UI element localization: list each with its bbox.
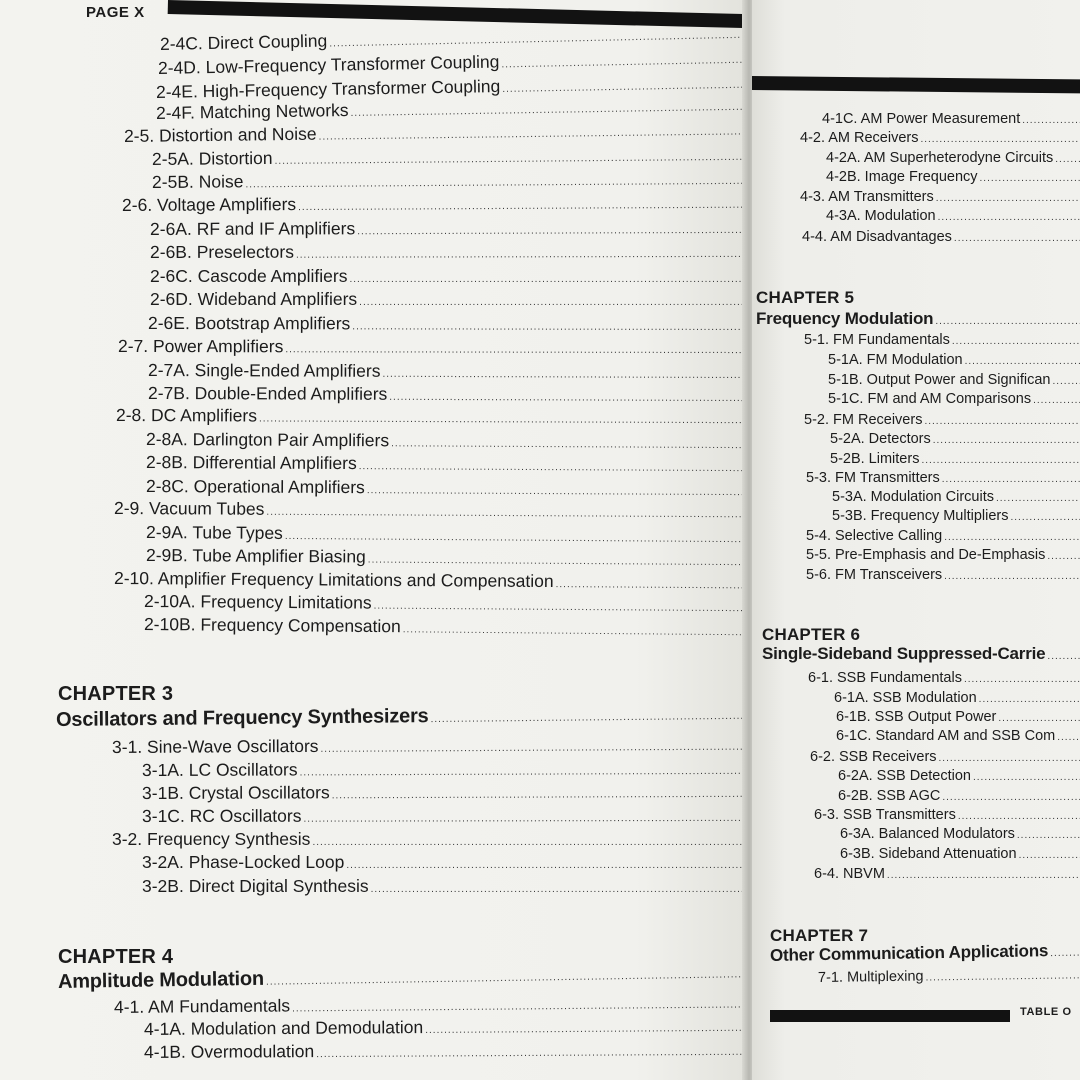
toc-entry	[142, 781, 748, 803]
toc-entry	[142, 852, 748, 872]
leader-dots	[952, 333, 1080, 351]
toc-entry-label: 4-2A. AM Superheterodyne Circuits	[826, 150, 1054, 166]
leader-dots	[266, 503, 745, 526]
toc-entry-label: 2-6A. RF and IF Amplifiers	[149, 218, 356, 239]
toc-entry-label: 6-1C. Standard AM and SSB Com	[836, 728, 1056, 744]
leader-dots	[320, 738, 748, 760]
toc-entry-label: 2-5A. Distortion	[151, 147, 273, 169]
toc-entry	[116, 405, 745, 427]
toc-entry-label: 3-2. Frequency Synthesis	[112, 829, 311, 849]
leader-dots	[349, 270, 745, 290]
toc-entry	[150, 289, 745, 309]
toc-entry-label: 5-2B. Limiters	[830, 451, 920, 467]
toc-entry	[822, 110, 1080, 128]
toc-entry	[152, 144, 745, 169]
toc-entry-label: 6-2B. SSB AGC	[838, 788, 941, 804]
toc-entry-label: 2-5B. Noise	[151, 171, 244, 192]
toc-entry	[114, 991, 748, 1017]
toc-entry-label: 2-10. Amplifier Frequency Limitations and Compensation	[113, 568, 554, 592]
leader-dots	[998, 710, 1080, 728]
toc-entry-label: 2-9B. Tube Amplifier Biasing	[145, 545, 366, 567]
leader-dots	[980, 170, 1080, 188]
toc-entry-label: 2-7A. Single-Ended Amplifiers	[147, 360, 381, 381]
chapter-heading: CHAPTER 6	[762, 625, 861, 644]
toc-entry	[112, 734, 748, 757]
toc-entry-label: 5-4. Selective Calling	[806, 528, 943, 544]
toc-entry	[146, 429, 745, 452]
toc-entry	[122, 192, 745, 215]
leader-dots	[939, 750, 1080, 768]
toc-entry	[144, 614, 748, 639]
toc-entry-label: Single-Sideband Suppressed-Carrie	[762, 644, 1046, 663]
leader-dots	[425, 1019, 748, 1041]
toc-entry	[814, 806, 1080, 824]
toc-entry	[840, 825, 1080, 843]
toc-entry-label: 4-1. AM Fundamentals	[113, 995, 291, 1017]
toc-entry	[800, 129, 1080, 147]
toc-entry	[144, 591, 748, 615]
toc-entry	[836, 727, 1080, 745]
leader-dots	[298, 196, 745, 218]
toc-entry-label: 2-8C. Operational Amplifiers	[145, 476, 365, 498]
leader-dots	[357, 221, 745, 242]
toc-entry-label: 2-7. Power Amplifiers	[117, 336, 284, 357]
chapter-title	[762, 645, 1080, 663]
leader-dots	[430, 707, 748, 730]
right-page	[752, 0, 1080, 1080]
chapter-heading: CHAPTER 7	[770, 926, 869, 945]
toc-entry-label: 2-6C. Cascode Amplifiers	[150, 266, 348, 286]
leader-dots	[1019, 847, 1080, 865]
toc-entry	[118, 336, 745, 357]
toc-entry-label: 3-1. Sine-Wave Oscillators	[111, 735, 319, 757]
toc-entry	[838, 787, 1080, 805]
leader-dots	[936, 190, 1080, 208]
toc-entry	[144, 1015, 748, 1039]
toc-entry	[800, 188, 1080, 206]
leader-dots	[944, 529, 1080, 547]
leader-dots	[352, 317, 745, 338]
toc-entry-label: 6-3B. Sideband Attenuation	[840, 846, 1017, 862]
toc-entry-label: 6-3A. Balanced Modulators	[840, 826, 1015, 842]
toc-entry-label: 2-8B. Differential Amplifiers	[145, 452, 357, 474]
toc-entry	[112, 829, 748, 849]
toc-entry-label: 5-1C. FM and AM Comparisons	[828, 391, 1032, 407]
toc-entry-label: 5-2A. Detectors	[830, 431, 931, 447]
leader-dots	[1047, 648, 1080, 666]
leader-dots	[285, 340, 745, 361]
leader-dots	[1047, 548, 1080, 566]
toc-entry	[832, 488, 1080, 506]
toc-entry-label: 6-1. SSB Fundamentals	[808, 670, 962, 686]
leader-dots	[933, 432, 1080, 450]
leader-dots	[944, 568, 1080, 586]
leader-dots	[887, 867, 1080, 885]
toc-entry	[808, 669, 1080, 687]
toc-entry-label: 6-1A. SSB Modulation	[834, 690, 977, 706]
chapter-heading: CHAPTER 3	[58, 683, 174, 705]
leader-dots	[965, 353, 1080, 371]
leader-dots	[935, 313, 1080, 331]
chapter-heading: CHAPTER 4	[58, 946, 174, 968]
toc-entry-label: 3-1C. RC Oscillators	[141, 805, 302, 826]
leader-dots	[1050, 945, 1080, 964]
toc-entry-label: 2-4C. Direct Coupling	[159, 30, 328, 54]
toc-entry-label: 4-1B. Overmodulation	[143, 1041, 315, 1062]
toc-entry-label: 2-9A. Tube Types	[145, 522, 283, 543]
leader-dots	[259, 409, 745, 431]
toc-entry	[804, 411, 1080, 429]
toc-entry	[150, 241, 745, 262]
toc-entry-label: Amplitude Modulation	[57, 967, 265, 993]
toc-entry	[828, 351, 1080, 369]
toc-entry-label: 3-2A. Phase-Locked Loop	[142, 852, 345, 872]
toc-entry	[146, 522, 745, 546]
toc-entry	[146, 476, 745, 499]
toc-entry-label: 2-4F. Matching Networks	[155, 99, 349, 123]
leader-dots	[924, 413, 1080, 431]
toc-entry-label: 4-1C. AM Power Measurement	[822, 111, 1021, 127]
leader-dots	[938, 209, 1080, 227]
leader-dots	[1017, 827, 1080, 845]
leader-dots	[1022, 112, 1080, 130]
toc-entry-label: 3-1A. LC Oscillators	[141, 759, 298, 780]
page-header: PAGE X	[86, 4, 145, 21]
toc-entry	[142, 758, 748, 780]
leader-dots	[382, 365, 745, 386]
toc-entry-label: 2-4E. High-Frequency Transformer Coupling	[155, 75, 501, 102]
toc-entry-label: 2-5. Distortion and Noise	[123, 123, 317, 146]
toc-entry-label: 2-6D. Wideband Amplifiers	[150, 289, 358, 309]
toc-entry-label: 2-7B. Double-Ended Amplifiers	[147, 383, 388, 404]
chapter-title	[756, 310, 1080, 328]
toc-entry	[142, 876, 748, 896]
toc-entry-label: 2-6. Voltage Amplifiers	[121, 194, 297, 215]
toc-entry-label: 4-3. AM Transmitters	[800, 189, 934, 205]
toc-entry	[146, 452, 745, 475]
leader-dots	[1033, 392, 1080, 410]
toc-entry-label: 6-4. NBVM	[814, 866, 885, 882]
toc-entry-label: 4-2. AM Receivers	[800, 130, 919, 146]
toc-entry-label: 3-1B. Crystal Oscillators	[141, 782, 330, 803]
toc-entry-label: 3-2B. Direct Digital Synthesis	[142, 876, 369, 896]
leader-dots	[979, 691, 1080, 709]
toc-entry	[806, 566, 1080, 584]
toc-entry-label: 5-5. Pre-Emphasis and De-Emphasis	[806, 547, 1046, 563]
leader-dots	[296, 245, 745, 266]
toc-entry	[144, 1039, 748, 1062]
leader-dots	[925, 967, 1080, 987]
toc-entry-label: 2-6E. Bootstrap Amplifiers	[147, 313, 351, 334]
footer-label: TABLE O	[1020, 1006, 1072, 1018]
leader-dots	[403, 620, 748, 643]
toc-entry	[818, 965, 1080, 987]
header-rule	[752, 76, 1080, 94]
toc-entry	[152, 168, 745, 192]
toc-entry	[836, 708, 1080, 726]
toc-entry-label: 2-8A. Darlington Pair Amplifiers	[145, 429, 390, 451]
toc-entry	[826, 207, 1080, 225]
leader-dots	[303, 809, 748, 830]
toc-entry	[840, 845, 1080, 863]
leader-dots	[973, 769, 1080, 787]
toc-entry	[806, 546, 1080, 564]
leader-dots	[954, 230, 1080, 248]
leader-dots	[371, 880, 748, 900]
toc-entry-label: Oscillators and Frequency Synthesizers	[55, 705, 429, 731]
toc-entry	[148, 313, 745, 334]
toc-entry-label: 7-1. Multiplexing	[817, 968, 924, 986]
toc-entry-label: 2-4D. Low-Frequency Transformer Coupling	[157, 51, 500, 78]
toc-entry	[146, 545, 745, 569]
toc-entry	[832, 507, 1080, 525]
toc-entry	[828, 390, 1080, 408]
footer-rule	[770, 1010, 1010, 1022]
toc-entry	[142, 805, 748, 826]
toc-entry-label: 4-2B. Image Frequency	[826, 169, 978, 185]
leader-dots	[312, 833, 748, 853]
chapter-title	[56, 703, 748, 730]
leader-dots	[1052, 373, 1080, 391]
leader-dots	[921, 452, 1080, 470]
toc-entry	[114, 498, 745, 521]
toc-entry	[826, 149, 1080, 167]
toc-entry	[838, 767, 1080, 785]
leader-dots	[316, 1043, 748, 1065]
toc-entry-label: 5-1B. Output Power and Significan	[828, 372, 1051, 388]
chapter-heading: CHAPTER 5	[756, 288, 855, 307]
toc-entry	[804, 331, 1080, 349]
toc-entry	[830, 430, 1080, 448]
toc-entry-label: 6-1B. SSB Output Power	[836, 709, 997, 725]
leader-dots	[346, 856, 748, 876]
toc-entry	[826, 168, 1080, 186]
toc-entry-label: 2-8. DC Amplifiers	[115, 405, 258, 426]
leader-dots	[332, 785, 748, 806]
toc-entry	[814, 865, 1080, 883]
toc-entry	[828, 371, 1080, 389]
toc-entry-label: 5-1. FM Fundamentals	[804, 332, 950, 348]
toc-entry-label: 6-2A. SSB Detection	[838, 768, 971, 784]
leader-dots	[996, 490, 1080, 508]
leader-dots	[1011, 509, 1080, 527]
leader-dots	[359, 457, 745, 479]
toc-entry-label: 6-3. SSB Transmitters	[814, 807, 956, 823]
toc-entry-label: 6-2. SSB Receivers	[810, 749, 937, 765]
toc-entry-label: 2-9. Vacuum Tubes	[113, 498, 265, 519]
toc-entry	[150, 266, 745, 286]
toc-entry	[834, 689, 1080, 707]
leader-dots	[266, 965, 748, 993]
toc-entry	[830, 450, 1080, 468]
leader-dots	[359, 293, 745, 313]
toc-entry	[802, 228, 1080, 246]
toc-entry	[148, 383, 745, 405]
toc-entry	[810, 748, 1080, 766]
toc-entry-label: Other Communication Applications	[769, 941, 1049, 965]
toc-entry-label: 5-6. FM Transceivers	[806, 567, 943, 583]
toc-entry-label: 5-2. FM Receivers	[804, 412, 923, 428]
toc-entry-label: 2-10A. Frequency Limitations	[143, 591, 372, 613]
toc-entry-label: 5-3A. Modulation Circuits	[832, 489, 994, 505]
leader-dots	[1057, 729, 1080, 747]
toc-entry-label: Frequency Modulation	[756, 309, 934, 328]
leader-dots	[964, 671, 1080, 689]
leader-dots	[920, 131, 1080, 149]
toc-entry-label: 4-4. AM Disadvantages	[802, 229, 952, 245]
leader-dots	[942, 789, 1080, 807]
toc-entry	[114, 568, 748, 592]
toc-entry-label: 5-1A. FM Modulation	[828, 352, 963, 368]
leader-dots	[1055, 151, 1080, 169]
leader-dots	[958, 808, 1080, 826]
toc-entry-label: 4-1A. Modulation and Demodulation	[143, 1017, 424, 1039]
toc-entry-label: 5-3. FM Transmitters	[806, 470, 940, 486]
toc-entry	[806, 527, 1080, 545]
toc-entry-label: 2-6B. Preselectors	[149, 241, 294, 262]
leader-dots	[942, 471, 1080, 489]
toc-entry	[148, 360, 745, 382]
toc-entry-label: 2-10B. Frequency Compensation	[143, 614, 401, 637]
toc-entry-label: 4-3A. Modulation	[826, 208, 936, 224]
toc-entry	[150, 217, 745, 239]
toc-entry-label: 5-3B. Frequency Multipliers	[832, 508, 1009, 524]
toc-entry	[806, 469, 1080, 487]
toc-entry	[124, 118, 745, 146]
